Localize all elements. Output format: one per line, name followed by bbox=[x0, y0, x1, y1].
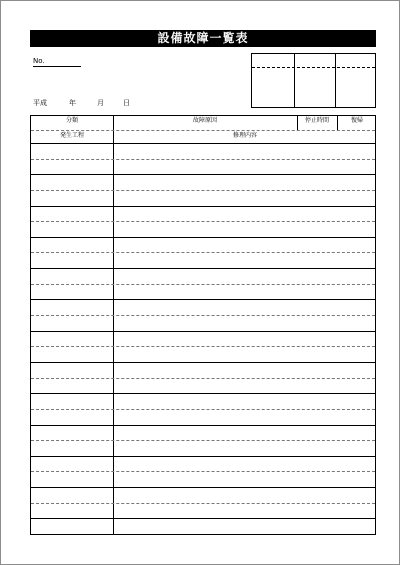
table-row-line bbox=[31, 190, 375, 191]
form-title: 設備故障一覧表 bbox=[30, 30, 376, 47]
header-recovery: 復帰 bbox=[350, 117, 363, 124]
stamp-divider bbox=[335, 54, 336, 107]
stamp-header-divider bbox=[252, 67, 375, 68]
table-row-line bbox=[31, 331, 375, 332]
header-process: 発生工程 bbox=[59, 132, 84, 139]
table-row-line bbox=[31, 221, 375, 222]
date-line bbox=[33, 98, 143, 108]
table-row-line bbox=[31, 440, 375, 441]
header-failure-cause: 故障原因 bbox=[192, 117, 217, 124]
day-label: 日 bbox=[123, 99, 130, 107]
table-row-line bbox=[31, 409, 375, 410]
table-row-line bbox=[31, 518, 375, 519]
table-row-line bbox=[31, 456, 375, 457]
header-category: 分類 bbox=[65, 117, 78, 124]
table-row-line bbox=[31, 315, 375, 316]
table-row-line bbox=[31, 425, 375, 426]
year-label: 年 bbox=[69, 99, 76, 107]
header-repair-details: 修理内容 bbox=[232, 132, 257, 139]
table-row-line bbox=[31, 299, 375, 300]
table-row-line bbox=[31, 393, 375, 394]
column-divider bbox=[297, 116, 298, 130]
era-label: 平成 bbox=[33, 99, 47, 107]
table-row-line bbox=[31, 471, 375, 472]
number-field-label: No. bbox=[33, 57, 81, 67]
header-row-divider bbox=[31, 130, 375, 131]
table-row-line bbox=[31, 174, 375, 175]
table-row-line bbox=[31, 268, 375, 269]
table-row-line bbox=[31, 143, 375, 144]
month-label: 月 bbox=[97, 99, 104, 107]
stamp-divider bbox=[294, 54, 295, 107]
table-row-line bbox=[31, 503, 375, 504]
header-downtime: 停止時間 bbox=[304, 117, 329, 124]
table-row-line bbox=[31, 159, 375, 160]
table-row-line bbox=[31, 362, 375, 363]
table-row-line bbox=[31, 284, 375, 285]
table-row-line bbox=[31, 206, 375, 207]
failure-log-table bbox=[30, 115, 376, 535]
table-row-line bbox=[31, 378, 375, 379]
column-divider bbox=[337, 116, 338, 130]
table-row-line bbox=[31, 346, 375, 347]
table-row-line bbox=[31, 237, 375, 238]
approval-stamp-box bbox=[251, 53, 376, 108]
table-row-line bbox=[31, 487, 375, 488]
table-row-line bbox=[31, 252, 375, 253]
